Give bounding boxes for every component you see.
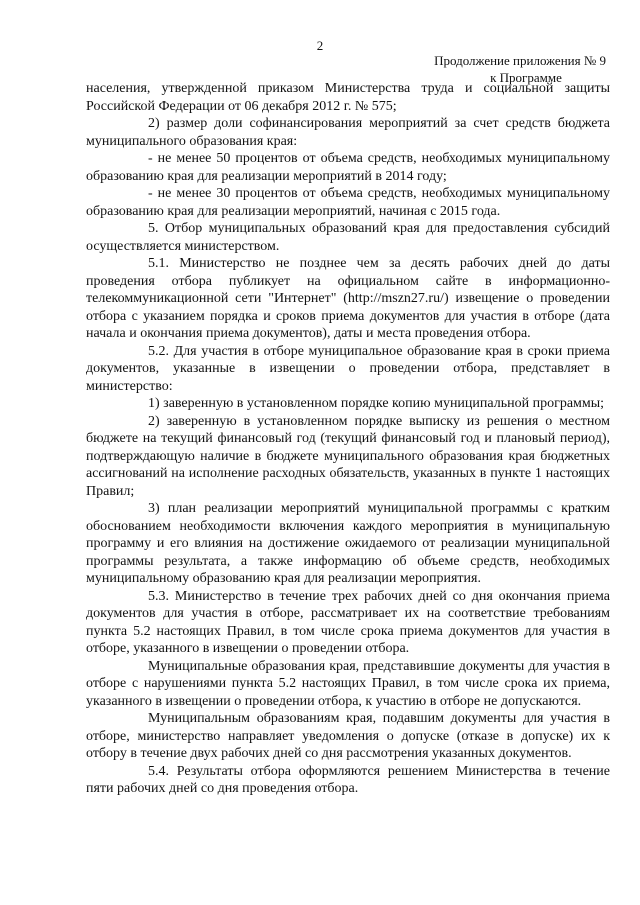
paragraph: 5.4. Результаты отбора оформляются решением Министерства в течение пяти рабочих дней со дня проведения отбора. bbox=[86, 763, 610, 796]
paragraph: населения, утвержденной приказом Министерства труда и социальной защиты Российской Федерации от 06 декабря 2012 г. № 575; bbox=[86, 81, 610, 114]
paragraph: - не менее 50 процентов от объема средств, необходимых муниципальному образованию края для реализации мероприятий в 2014 году; bbox=[86, 151, 610, 184]
paragraph: 2) размер доли софинансирования мероприятий за счет средств бюджета муниципального образования края: bbox=[86, 116, 610, 149]
paragraph: 5.1. Министерство не позднее чем за десять рабочих дней до даты проведения отбора публикует на официальном сайте в информационно-телекоммуникационной сети "Интернет" (http://mszn27.ru/) извещение о проведении отбора с указанием порядка и сроков приема документов для участия в отборе (дата начала и окончания приема документов), даты и места проведения отбора. bbox=[86, 256, 610, 341]
paragraph: Муниципальные образования края, представившие документы для участия в отборе с нарушениями пункта 5.2 настоящих Правил, в том числе срока их приема, указанного в извещении о проведении отбора, к участию в отборе не допускаются. bbox=[86, 658, 610, 709]
paragraph: 2) заверенную в установленном порядке выписку из решения о местном бюджете на текущий финансовый год (текущий финансовый год и плановый период), подтверждающую наличие в бюджете муниципального образования края бюджетных ассигнований на исполнение расходных обязательств, указанных в пункте 1 настоящих Правил; bbox=[86, 413, 610, 499]
paragraph: 1) заверенную в установленном порядке копию муниципальной программы; bbox=[148, 396, 605, 411]
appendix-program: к Программе bbox=[490, 70, 562, 85]
page-number: 2 bbox=[316, 38, 324, 53]
appendix-title: Продолжение приложения № 9 bbox=[434, 53, 606, 68]
paragraph: Муниципальным образованиям края, подавшим документы для участия в отборе, министерство направляет уведомления о допуске (отказе в допуске) их к отбору в течение двух рабочих дней со дня рассмотрения указанных документов. bbox=[86, 711, 610, 761]
paragraph: 3) план реализации мероприятий муниципальной программы с кратким обоснованием необходимости включения каждого мероприятия в муниципальную программу и его влияния на достижение ожидаемого от реализации муниципальной программы результата, а также информацию об объеме средств, необходимых муниципальному образованию края для реализации мероприятия. bbox=[86, 501, 610, 586]
paragraph: 5.3. Министерство в течение трех рабочих дней со дня окончания приема документов для участия в отборе, рассматривает их на соответствие требованиям пункта 5.2 настоящих Правил, в том числе срока приема документов для участия в отборе, указанного в извещении о проведении отбора. bbox=[86, 588, 610, 656]
paragraph: 5.2. Для участия в отборе муниципальное образование края в сроки приема документов, указанные в извещении о проведении отбора, представляет в министерство: bbox=[86, 343, 610, 394]
document-body bbox=[86, 80, 610, 798]
paragraph: 5. Отбор муниципальных образований края для предоставления субсидий осуществляется министерством. bbox=[86, 221, 610, 254]
paragraph: - не менее 30 процентов от объема средств, необходимых муниципальному образованию края для реализации мероприятий, начиная с 2015 года. bbox=[86, 186, 610, 219]
